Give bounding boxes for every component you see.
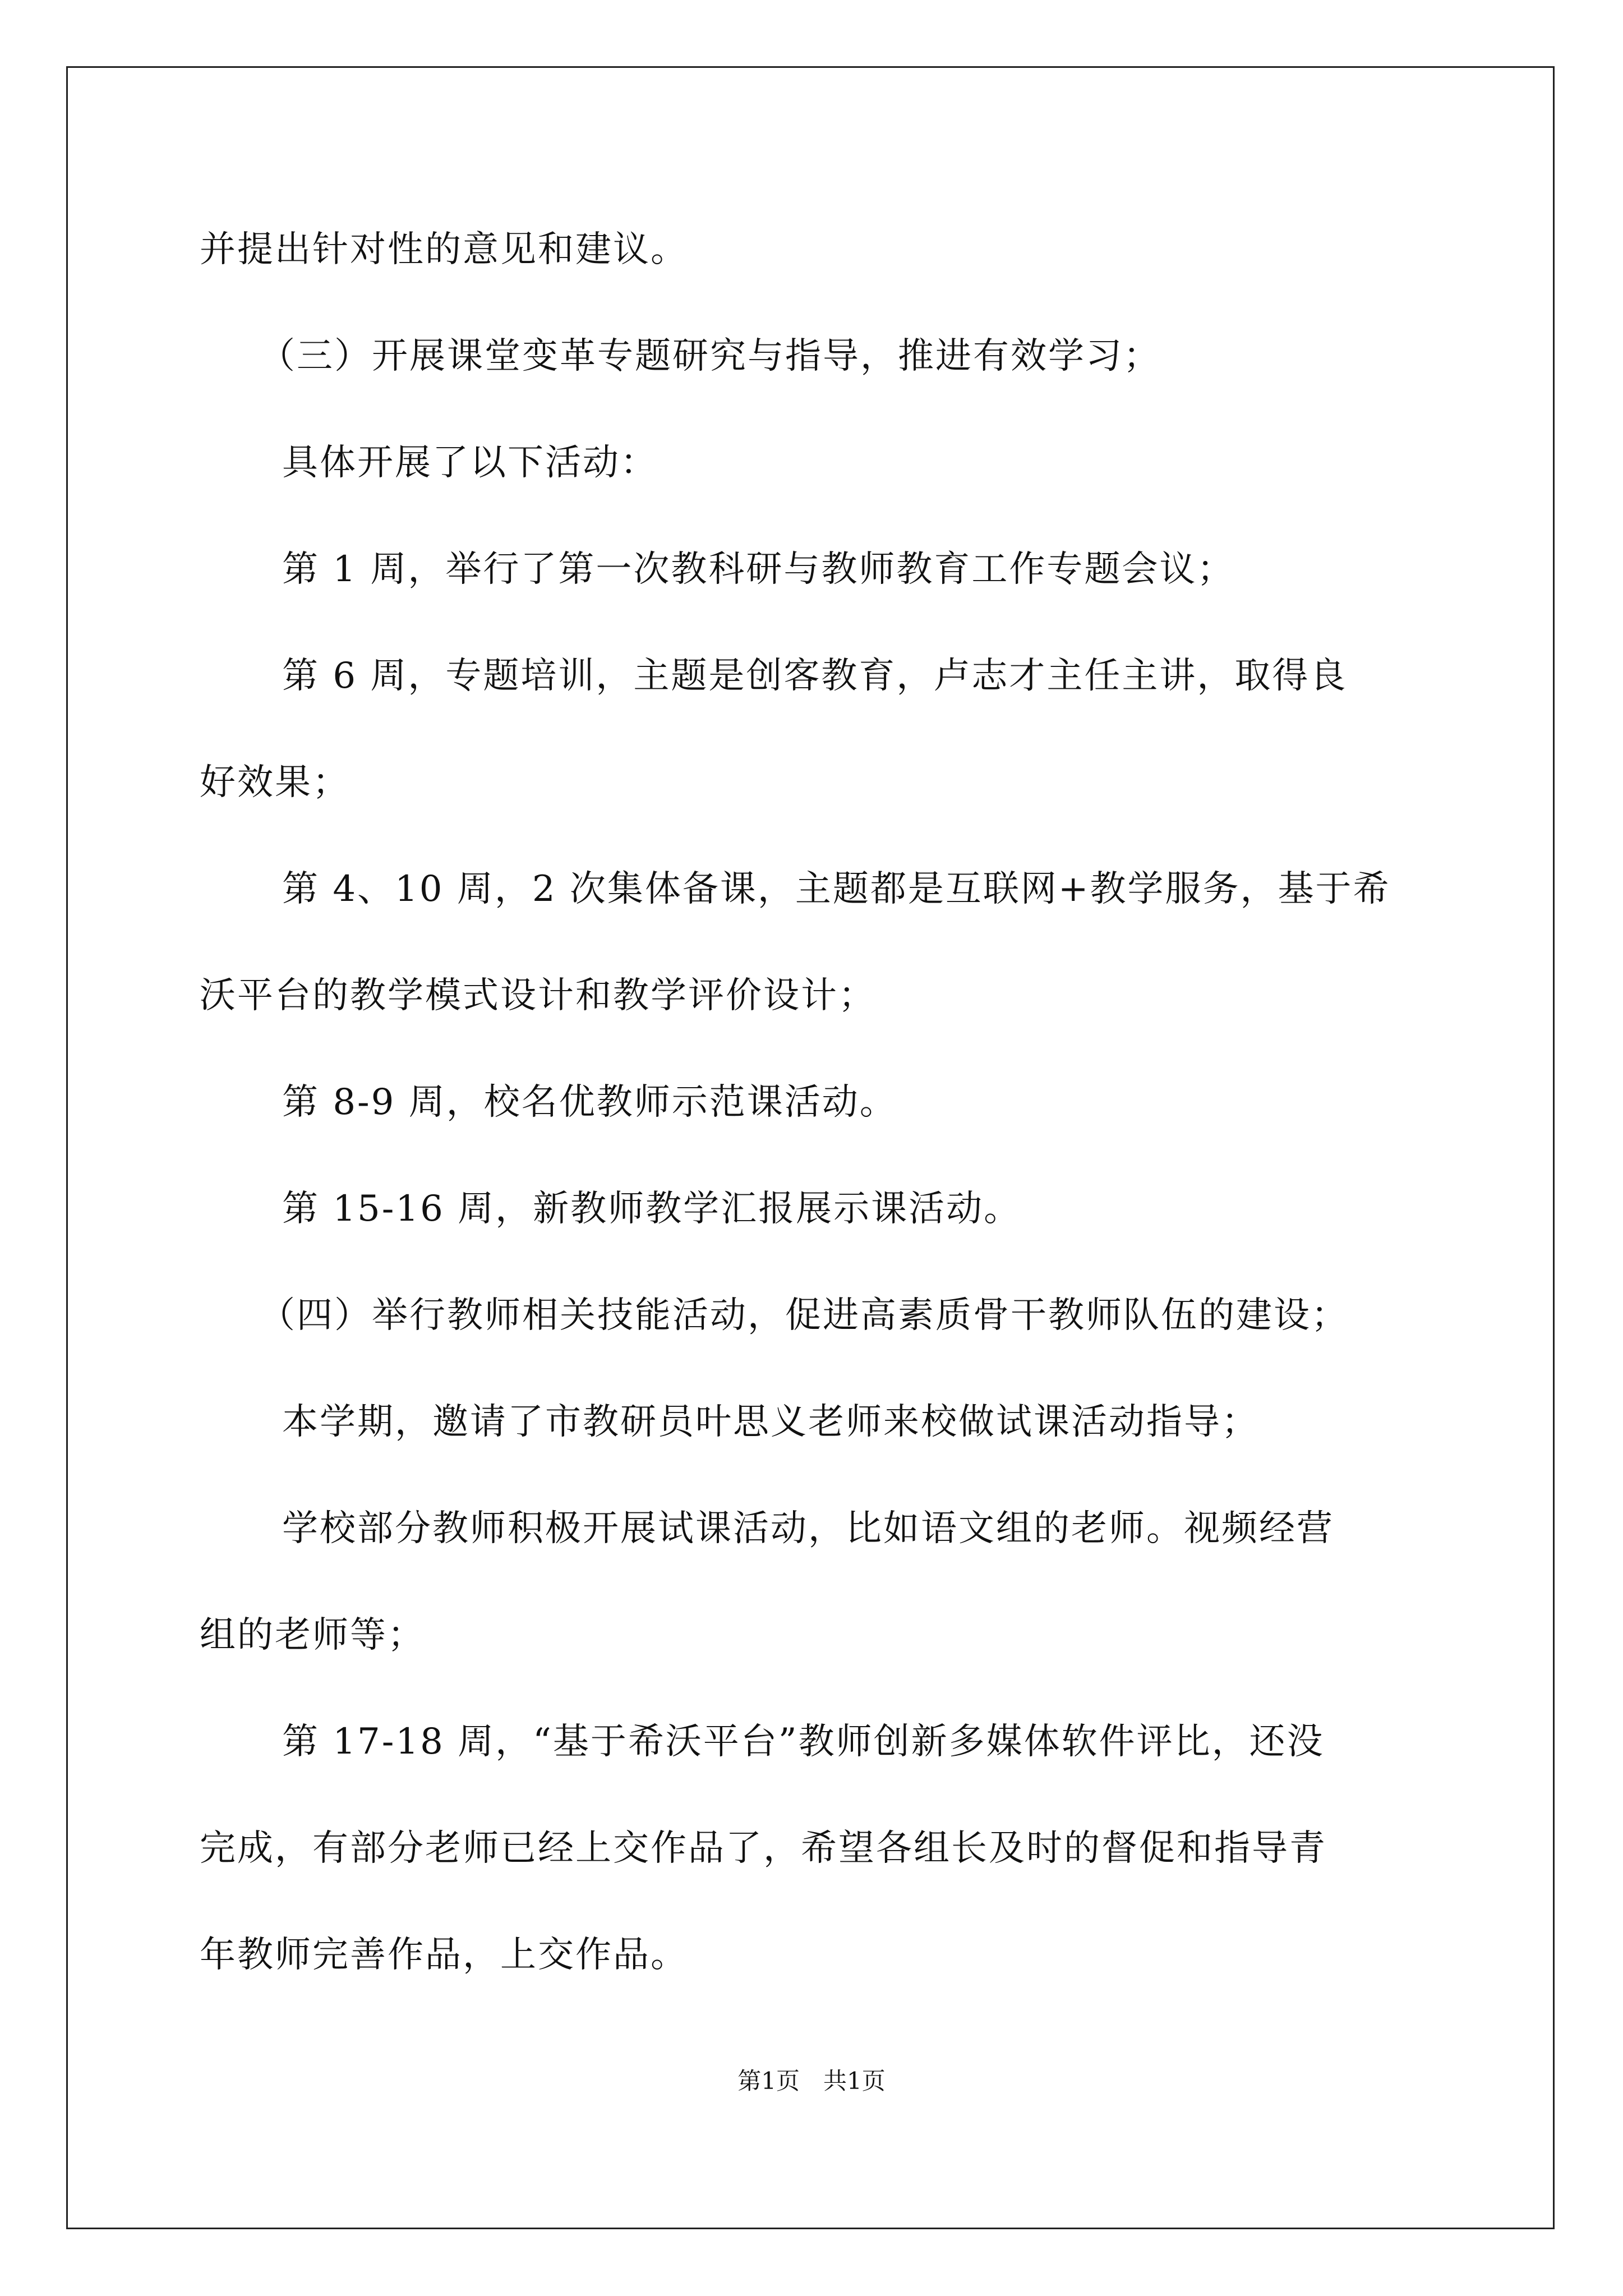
paragraph-line: 组的老师等；: [200, 1614, 425, 1656]
page-number: 第1页: [737, 2067, 800, 2095]
paragraph-line: 第 4、10 周，2 次集体备课，主题都是互联网+教学服务，基于希: [282, 868, 1391, 910]
paragraph-line: 第 17-18 周，“基于希沃平台”教师创新多媒体软件评比，还没: [282, 1721, 1325, 1763]
paragraph-line: 完成，有部分老师已经上交作品了，希望各组长及时的督促和指导青: [200, 1828, 1327, 1869]
paragraph-line: 并提出针对性的意见和建议。: [200, 229, 688, 270]
paragraph-line: 好效果；: [200, 762, 350, 803]
paragraph-line: 第 15-16 周，新教师教学汇报展示课活动。: [282, 1188, 1022, 1230]
paragraph-line: 沃平台的教学模式设计和教学评价设计；: [200, 975, 876, 1016]
section-heading-four: （四）举行教师相关技能活动，促进高素质骨干教师队伍的建设；: [259, 1295, 1349, 1336]
page-footer: [0, 2067, 1623, 2096]
paragraph-line: 年教师完善作品，上交作品。: [200, 1934, 688, 1976]
paragraph-line: 第 8-9 周，校名优教师示范课活动。: [282, 1082, 897, 1123]
paragraph-line: 学校部分教师积极开展试课活动，比如语文组的老师。视频经营: [282, 1508, 1334, 1549]
page-total: 共1页: [823, 2067, 886, 2095]
page-border: [66, 66, 1555, 2229]
paragraph-line: 第 6 周，专题培训，主题是创客教育，卢志才主任主讲，取得良: [282, 655, 1348, 697]
paragraph-line: 具体开展了以下活动：: [282, 442, 658, 484]
paragraph-line: 第 1 周，举行了第一次教科研与教师教育工作专题会议；: [282, 549, 1235, 590]
paragraph-line: 本学期，邀请了市教研员叶思义老师来校做试课活动指导；: [282, 1401, 1259, 1443]
section-heading-three: （三）开展课堂变革专题研究与指导，推进有效学习；: [259, 335, 1161, 377]
